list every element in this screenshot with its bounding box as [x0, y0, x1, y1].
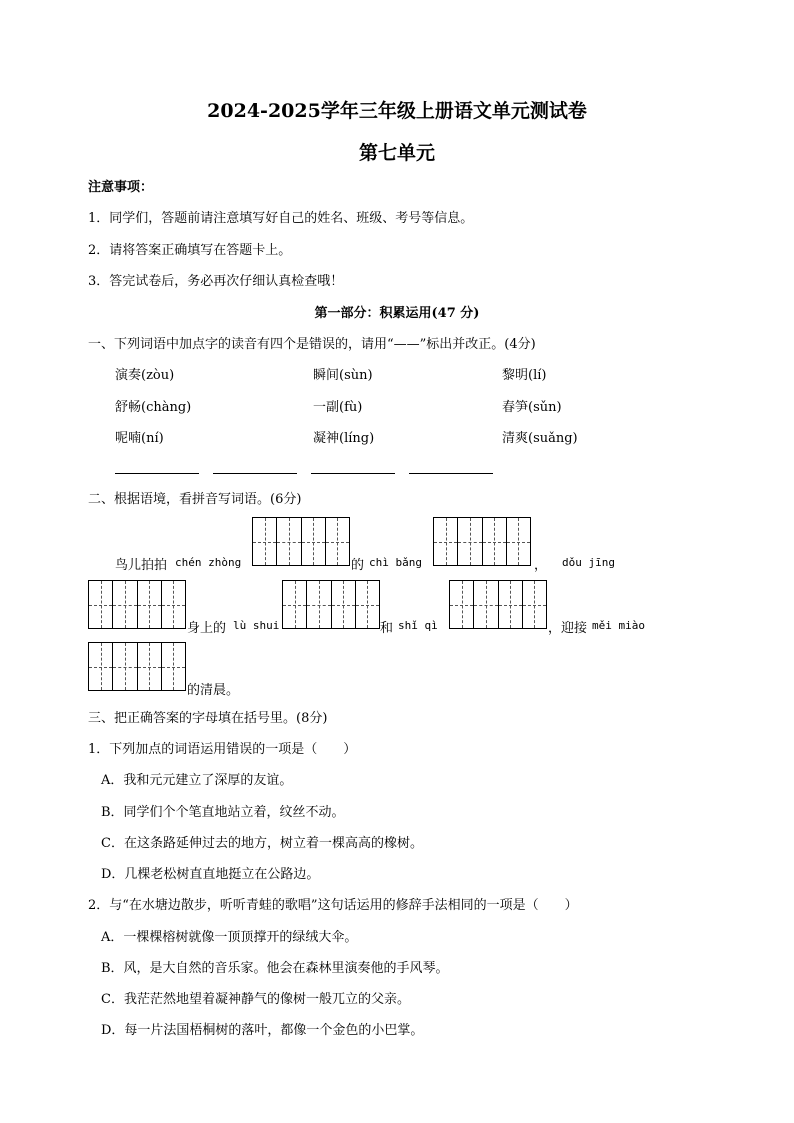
- word-item: 舒畅(chàng): [115, 400, 192, 415]
- answer-blank[interactable]: [409, 473, 493, 474]
- option-c[interactable]: C．在这条路延伸过去的地方，树立着一棵高高的橡树。: [101, 836, 423, 851]
- pinyin-hint: chì bǎng: [369, 556, 422, 569]
- question-stem: 1．下列加点的词语运用错误的一项是（ ）: [88, 742, 357, 757]
- writing-grid[interactable]: [88, 580, 186, 629]
- question-prompt: 一、下列词语中加点字的读音有四个是错误的，请用“——”标出并改正。(4分): [88, 337, 536, 352]
- word-item: 黎明(lí): [502, 368, 547, 383]
- question-prompt: 二、根据语境，看拼音写词语。(6分): [88, 492, 302, 507]
- notice-heading: 注意事项：: [88, 180, 154, 195]
- notice-item: 3．答完试卷后，务必再次仔细认真检查哦！: [88, 274, 344, 289]
- notice-item: 2．请将答案正确填写在答题卡上。: [88, 243, 292, 258]
- option-a[interactable]: A．一棵棵榕树就像一顶顶撑开的绿绒大伞。: [101, 930, 358, 945]
- passage-text: 鸟儿拍拍: [115, 558, 168, 573]
- word-item: 春笋(sǔn): [502, 400, 562, 415]
- passage-text: ，: [534, 558, 548, 573]
- pinyin-hint: dǒu jīng: [562, 556, 615, 569]
- writing-grid[interactable]: [282, 580, 380, 629]
- passage-text: ，迎接: [548, 621, 588, 636]
- word-item: 一副(fù): [313, 400, 363, 415]
- option-c[interactable]: C．我茫茫然地望着凝神静气的像树一般兀立的父亲。: [101, 992, 410, 1007]
- notice-item: 1．同学们，答题前请注意填写好自己的姓名、班级、考号等信息。: [88, 211, 474, 226]
- pinyin-hint: měi miào: [592, 619, 645, 632]
- passage-text: 身上的: [187, 621, 227, 636]
- option-d[interactable]: D．几棵老松树直直地挺立在公路边。: [101, 867, 320, 882]
- word-item: 瞬间(sùn): [313, 368, 373, 383]
- question-stem: 2．与“在水塘边散步，听听青蛙的歌唱”这句话运用的修辞手法相同的一项是（ ）: [88, 898, 578, 913]
- question-prompt: 三、把正确答案的字母填在括号里。(8分): [88, 711, 328, 726]
- answer-blank[interactable]: [115, 473, 199, 474]
- word-item: 清爽(suǎng): [502, 431, 578, 446]
- writing-grid[interactable]: [433, 517, 531, 566]
- page-title: 2024-2025学年三年级上册语文单元测试卷: [207, 100, 587, 122]
- word-item: 演奏(zòu): [115, 368, 175, 383]
- passage-text: 的清晨。: [187, 683, 240, 698]
- word-item: 凝神(líng): [313, 431, 375, 446]
- pinyin-hint: chén zhòng: [175, 556, 242, 569]
- writing-grid[interactable]: [88, 642, 186, 691]
- option-b[interactable]: B．风，是大自然的音乐家。他会在森林里演奏他的手风琴。: [101, 961, 449, 976]
- answer-blank[interactable]: [213, 473, 297, 474]
- pinyin-hint: lù shui: [233, 619, 280, 632]
- answer-blank[interactable]: [311, 473, 395, 474]
- passage-text: 和: [380, 621, 394, 636]
- option-b[interactable]: B．同学们个个笔直地站立着，纹丝不动。: [101, 805, 345, 820]
- part-heading: 第一部分：积累运用(47 分): [314, 306, 480, 321]
- pinyin-hint: shǐ qì: [398, 619, 438, 632]
- passage-text: 的: [351, 558, 365, 573]
- page-subtitle: 第七单元: [358, 142, 435, 164]
- word-item: 呢喃(ní): [115, 431, 164, 446]
- option-d[interactable]: D．每一片法国梧桐树的落叶，都像一个金色的小巴掌。: [101, 1023, 424, 1038]
- option-a[interactable]: A．我和元元建立了深厚的友谊。: [101, 773, 293, 788]
- writing-grid[interactable]: [252, 517, 350, 566]
- writing-grid[interactable]: [449, 580, 547, 629]
